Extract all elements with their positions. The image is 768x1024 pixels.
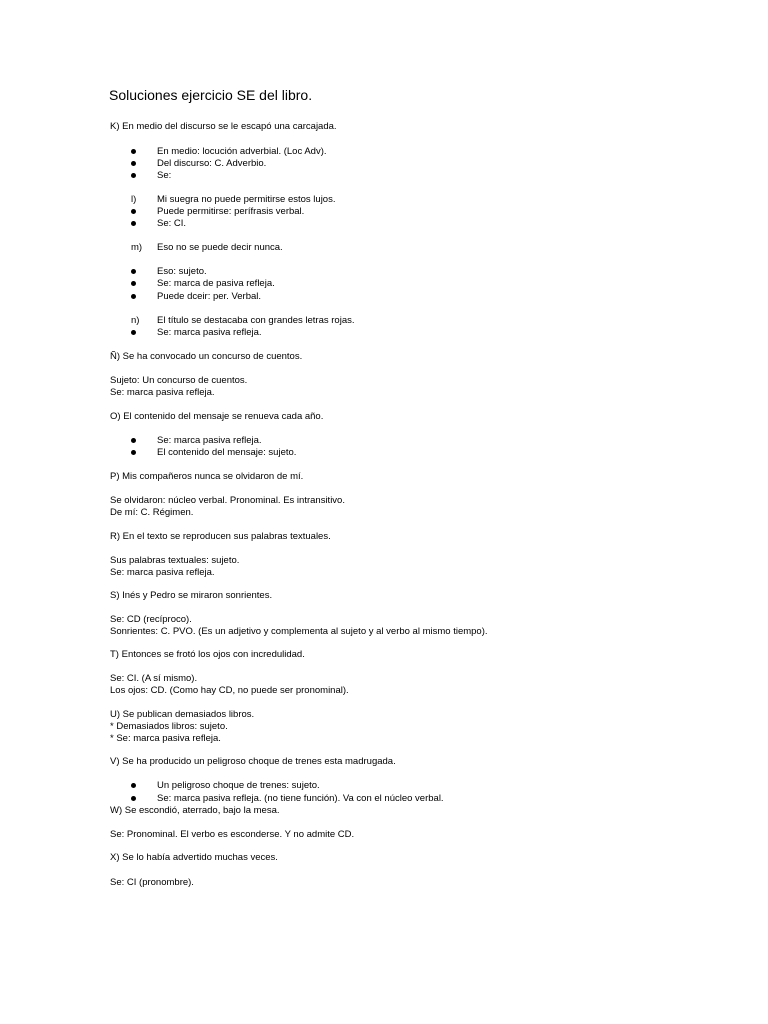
exercise-r-answer: Se: marca pasiva refleja. [110, 567, 215, 578]
exercise-p-answer: Se olvidaron: núcleo verbal. Pronominal. Es intransitivo. [110, 495, 345, 506]
exercise-k-item: Del discurso: C. Adverbio. [157, 158, 267, 169]
exercise-o-sentence: O) El contenido del mensaje se renueva cada año. [110, 411, 324, 422]
exercise-k-sentence: K) En medio del discurso se le escapó una carcajada. [110, 121, 337, 132]
exercise-u-answer: * Se: marca pasiva refleja. [110, 733, 221, 744]
exercise-m-sentence: Eso no se puede decir nunca. [157, 242, 283, 253]
exercise-k-item: Se: [157, 170, 172, 181]
bullet-icon [131, 435, 137, 447]
exercise-s-answer: Se: CD (recíproco). [110, 614, 192, 625]
exercise-m-item: Puede dceir: per. Verbal. [157, 291, 262, 302]
exercise-m-item: Eso: sujeto. [157, 266, 207, 277]
exercise-enie-answer: Sujeto: Un concurso de cuentos. [110, 375, 248, 386]
exercise-u-sentence: U) Se publican demasiados libros. [110, 709, 255, 720]
exercise-s-answer: Sonrientes: C. PVO. (Es un adjetivo y complementa al sujeto y al verbo al mismo tiempo). [110, 626, 488, 637]
bullet-icon [131, 266, 137, 278]
exercise-p-sentence: P) Mis compañeros nunca se olvidaron de mí. [110, 471, 304, 482]
exercise-o-item: Se: marca pasiva refleja. [157, 435, 262, 446]
exercise-t-answer: Los ojos: CD. (Como hay CD, no puede ser pronominal). [110, 685, 349, 696]
document-title: Soluciones ejercicio SE del libro. [109, 87, 313, 103]
exercise-v-item: Se: marca pasiva refleja. (no tiene función). Va con el núcleo verbal. [157, 793, 444, 804]
exercise-u-answer: * Demasiados libros: sujeto. [110, 721, 228, 732]
exercise-t-answer: Se: CI. (A sí mismo). [110, 673, 198, 684]
bullet-icon [131, 206, 137, 218]
exercise-l-item: Puede permitirse: perífrasis verbal. [157, 206, 305, 217]
exercise-n-sentence: El título se destacaba con grandes letras rojas. [157, 315, 355, 326]
exercise-m-marker: m) [131, 242, 143, 253]
exercise-n-marker: n) [131, 315, 140, 326]
bullet-icon [131, 447, 137, 459]
exercise-s-sentence: S) Inés y Pedro se miraron sonrientes. [110, 590, 273, 601]
exercise-r-answer: Sus palabras textuales: sujeto. [110, 555, 240, 566]
exercise-l-item: Se: CI. [157, 218, 187, 229]
exercise-o-item: El contenido del mensaje: sujeto. [157, 447, 297, 458]
exercise-w-sentence: W) Se escondió, aterrado, bajo la mesa. [110, 805, 280, 816]
bullet-icon [131, 291, 137, 303]
bullet-icon [131, 278, 137, 290]
exercise-k-item: En medio: locución adverbial. (Loc Adv). [157, 146, 327, 157]
bullet-icon [131, 158, 137, 170]
exercise-v-item: Un peligroso choque de trenes: sujeto. [157, 780, 320, 791]
exercise-v-sentence: V) Se ha producido un peligroso choque de trenes esta madrugada. [110, 756, 396, 767]
bullet-icon [131, 218, 137, 230]
exercise-t-sentence: T) Entonces se frotó los ojos con incredulidad. [110, 649, 305, 660]
exercise-m-item: Se: marca de pasiva refleja. [157, 278, 275, 289]
exercise-l-marker: l) [131, 194, 137, 205]
exercise-enie-sentence: Ñ) Se ha convocado un concurso de cuentos. [110, 351, 303, 362]
exercise-r-sentence: R) En el texto se reproducen sus palabras textuales. [110, 531, 331, 542]
exercise-p-answer: De mí: C. Régimen. [110, 507, 194, 518]
exercise-n-item: Se: marca pasiva refleja. [157, 327, 262, 338]
bullet-icon [131, 780, 137, 792]
exercise-x-sentence: X) Se lo había advertido muchas veces. [110, 852, 278, 863]
exercise-l-sentence: Mi suegra no puede permitirse estos lujos. [157, 194, 336, 205]
bullet-icon [131, 327, 137, 339]
exercise-enie-answer: Se: marca pasiva refleja. [110, 387, 215, 398]
bullet-icon [131, 170, 137, 182]
bullet-icon [131, 793, 137, 805]
bullet-icon [131, 146, 137, 158]
exercise-w-answer: Se: Pronominal. El verbo es esconderse. Y no admite CD. [110, 829, 355, 840]
exercise-x-answer: Se: CI (pronombre). [110, 877, 194, 888]
